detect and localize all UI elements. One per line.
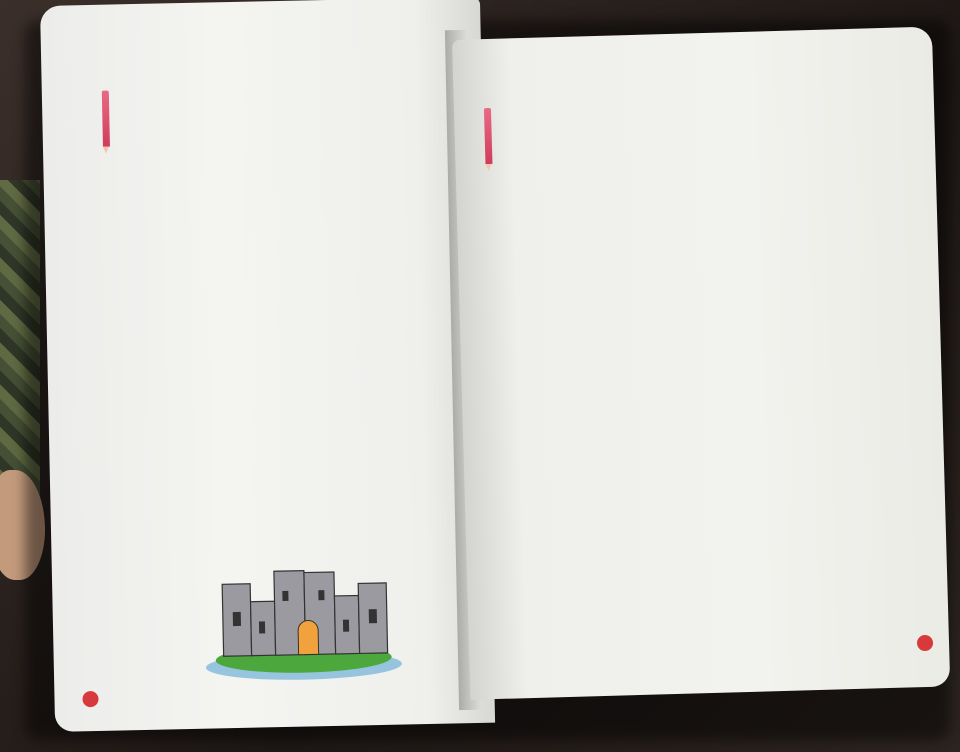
pencil-icon [484, 108, 493, 164]
intro-paragraph [102, 82, 442, 89]
page-number [82, 691, 98, 707]
workshop-info [484, 94, 904, 106]
page-number [917, 635, 933, 651]
top-paragraphs [483, 57, 903, 69]
duration [506, 94, 904, 105]
age-range [124, 82, 442, 89]
right-page-content [483, 57, 904, 106]
pencil-icon [102, 91, 110, 147]
workshop-note [124, 82, 442, 89]
materials-label [124, 82, 442, 89]
castle-illustration [202, 559, 404, 683]
left-page [40, 0, 495, 732]
section-heading [102, 82, 442, 89]
paragraphs [484, 94, 904, 106]
workshop-info [102, 82, 442, 89]
section-heading [484, 94, 904, 106]
materials [506, 94, 904, 105]
story [102, 82, 442, 89]
duration [124, 82, 442, 89]
materials-label [506, 94, 904, 105]
right-page [452, 27, 950, 700]
left-page-content [101, 53, 442, 89]
age-range [506, 94, 904, 105]
materials [124, 82, 442, 89]
